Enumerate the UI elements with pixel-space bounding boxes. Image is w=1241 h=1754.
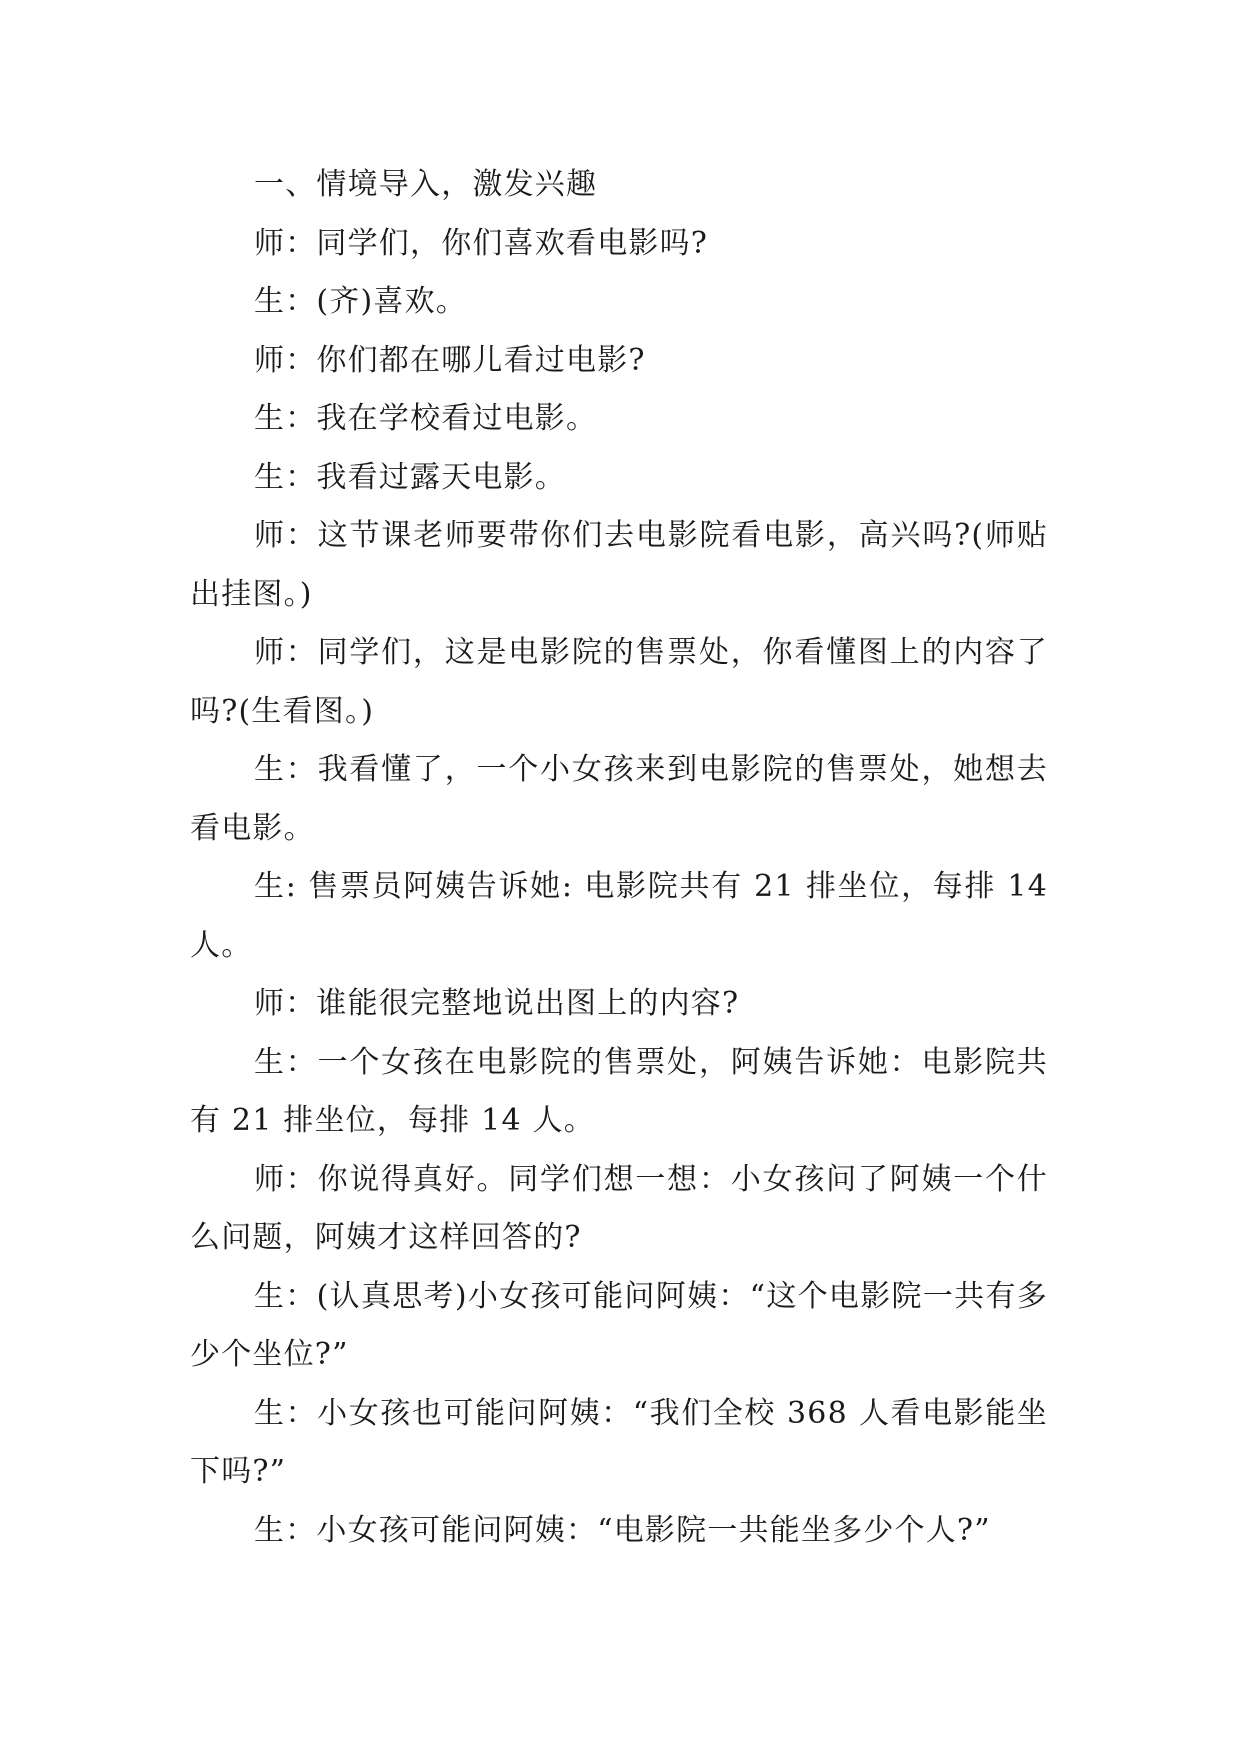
- dialogue-line: 师：同学们，你们喜欢看电影吗?: [254, 225, 709, 261]
- dialogue-line: 师：谁能很完整地说出图上的内容?: [254, 986, 740, 1021]
- section-heading: 一、情境导入，激发兴趣: [254, 167, 598, 202]
- dialogue-line: 生：小女孩也可能问阿姨：“我们全校 368 人看电影能坐下吗?”: [190, 1395, 1048, 1489]
- dialogue-line: 生：(认真思考)小女孩可能问阿姨：“这个电影院一共有多少个坐位?”: [190, 1278, 1048, 1372]
- document-body: [190, 156, 1048, 1560]
- dialogue-line: 生：我看过露天电影。: [254, 459, 566, 495]
- dialogue-line: 生：小女孩可能问阿姨：“电影院一共能坐多少个人?”: [254, 1512, 991, 1548]
- dialogue-line: 生：一个女孩在电影院的售票处，阿姨告诉她：电影院共有 21 排坐位，每排 14 人。: [190, 1044, 1048, 1138]
- dialogue-line: 生：我在学校看过电影。: [254, 401, 598, 436]
- dialogue-line: 生: 售票员阿姨告诉她: 电影院共有 21 排坐位，每排 14 人。: [190, 869, 1048, 963]
- dialogue-line: 师：你说得真好。同学们想一想：小女孩问了阿姨一个什么问题，阿姨才这样回答的?: [190, 1161, 1048, 1255]
- dialogue-line: 生：(齐)喜欢。: [254, 284, 468, 319]
- dialogue-line: 师：同学们，这是电影院的售票处，你看懂图上的内容了吗?(生看图。): [190, 635, 1048, 729]
- dialogue-line: 师：你们都在哪儿看过电影?: [254, 342, 646, 378]
- dialogue-line: 师：这节课老师要带你们去电影院看电影，高兴吗?(师贴出挂图。): [190, 518, 1048, 612]
- dialogue-line: 生：我看懂了，一个小女孩来到电影院的售票处，她想去看电影。: [190, 752, 1048, 846]
